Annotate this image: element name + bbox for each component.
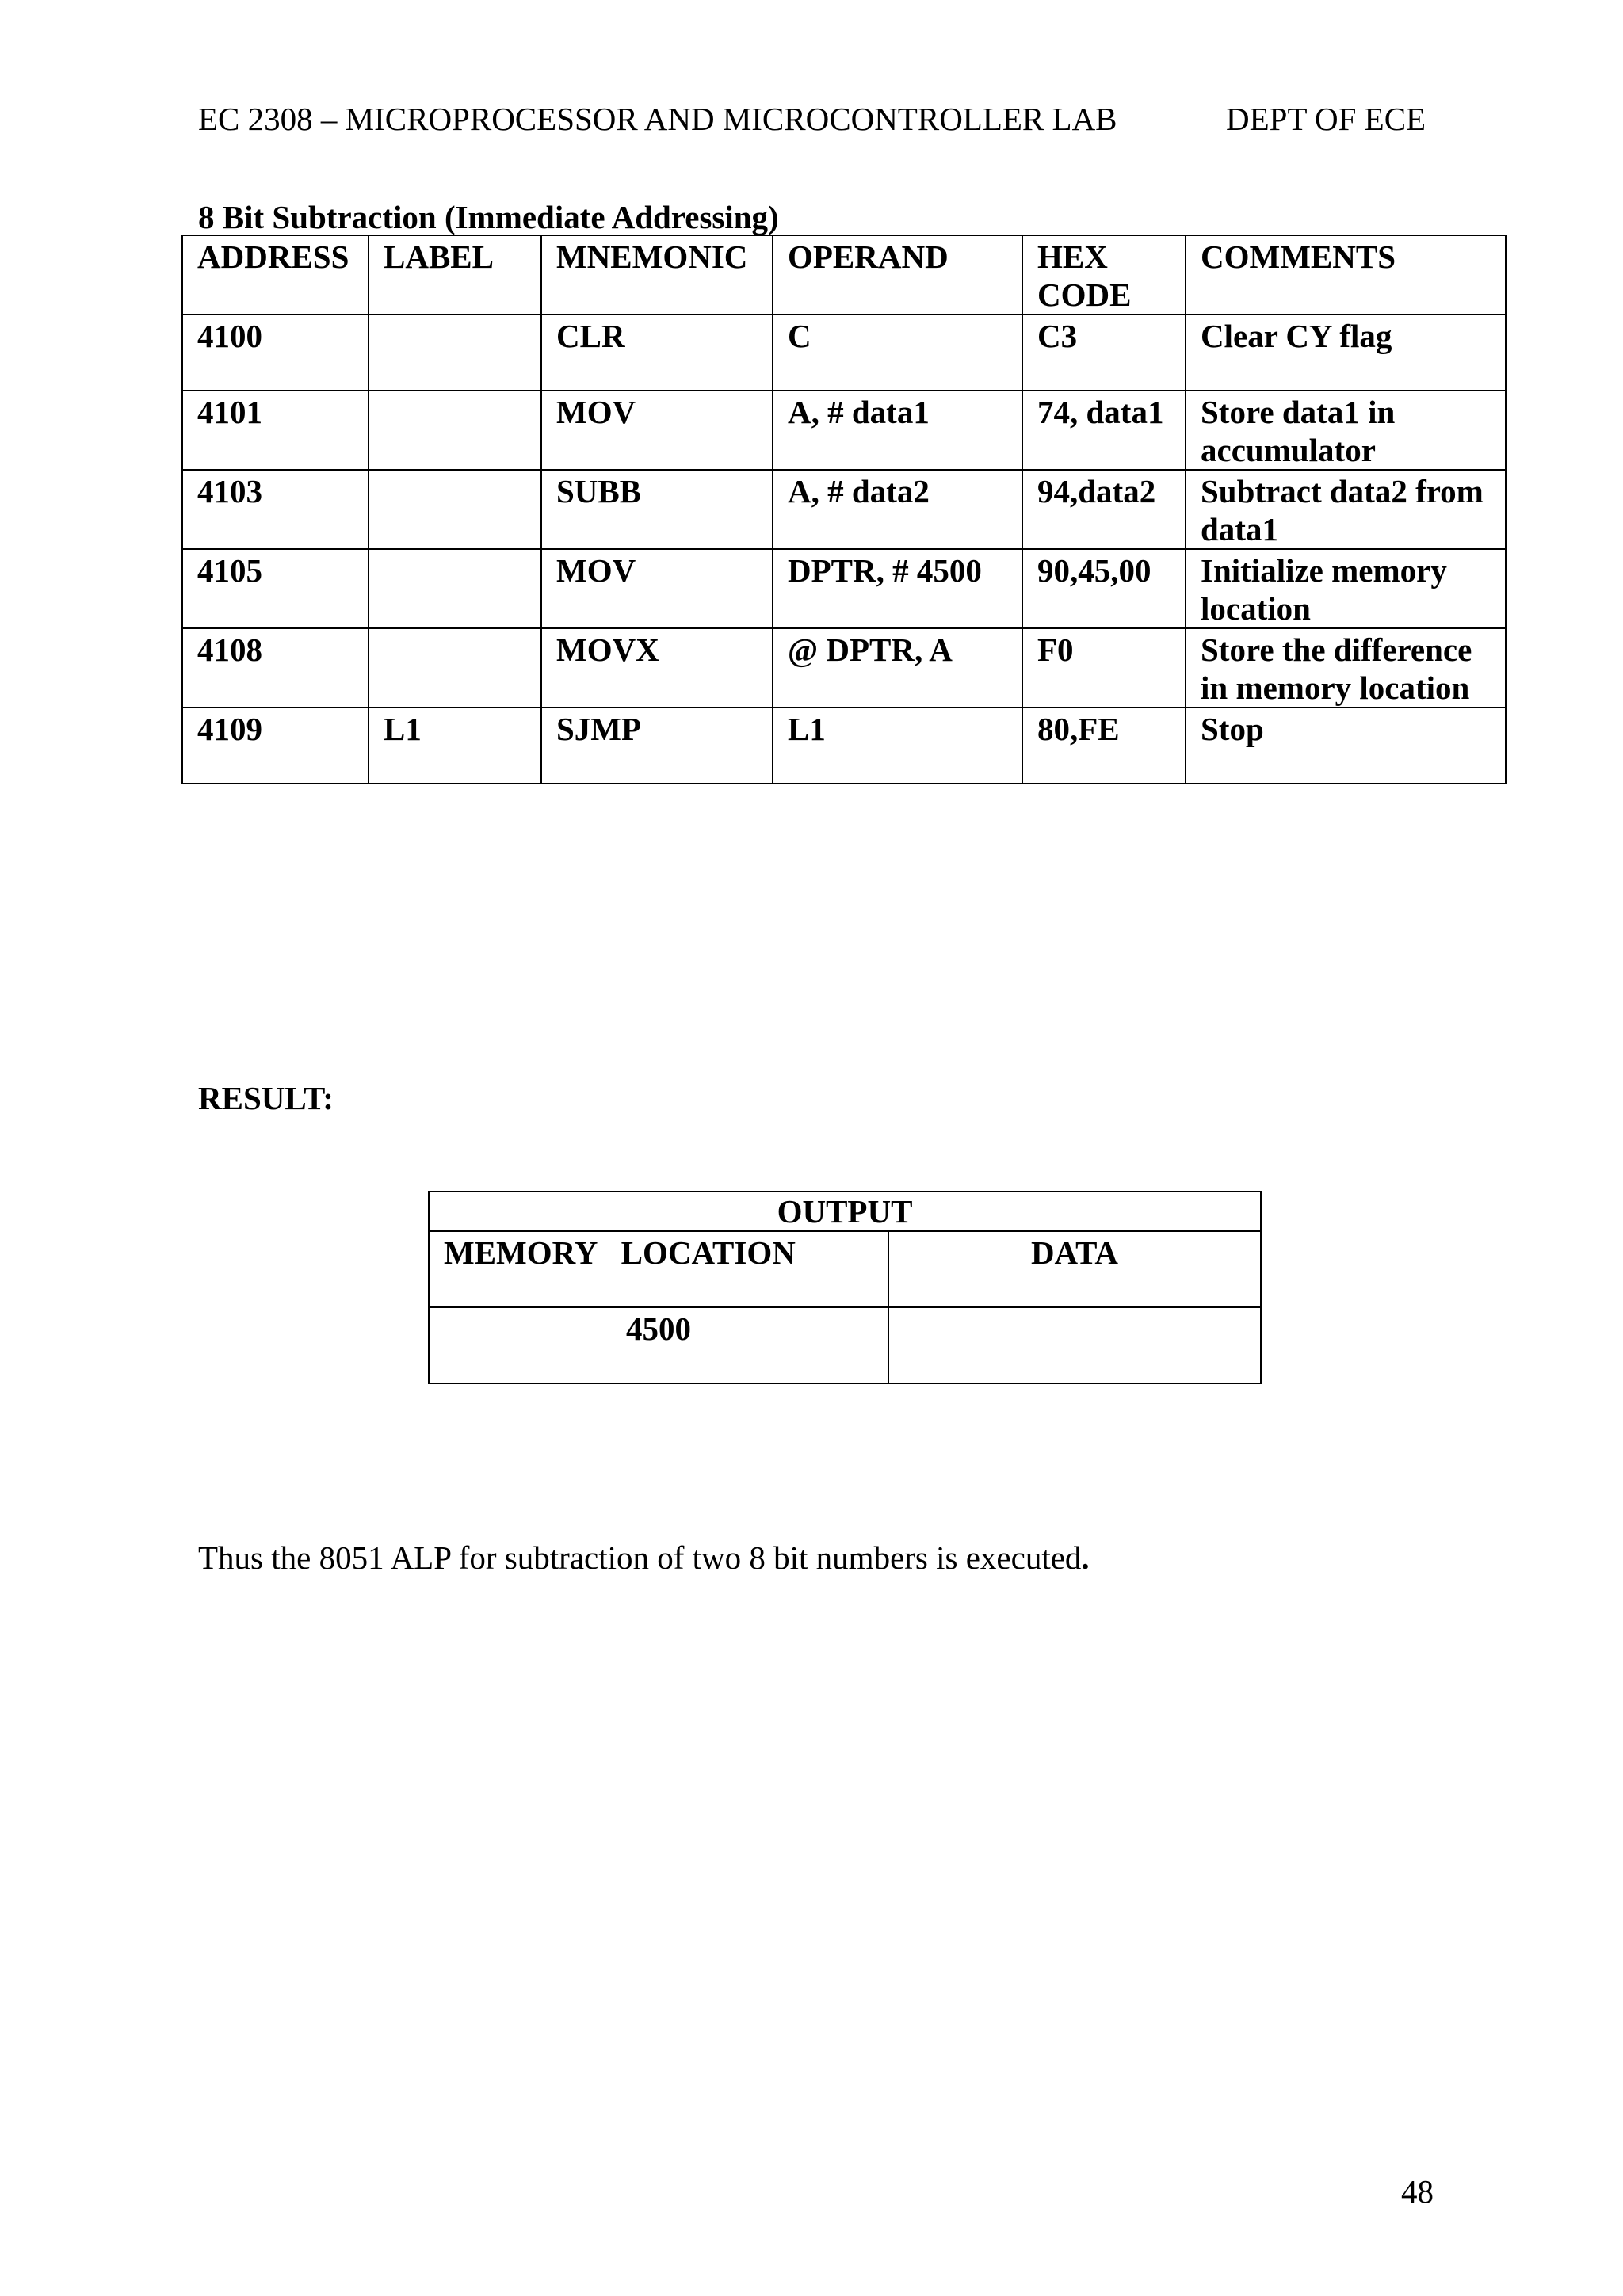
- label-cell: L1: [369, 707, 541, 784]
- memory-location-header: MEMORY LOCATION: [429, 1231, 888, 1307]
- comment-cell: Store data1 in accumulator: [1186, 391, 1506, 470]
- column-header-operand: OPERAND: [773, 235, 1022, 315]
- table-row: [182, 391, 1506, 470]
- comment-cell: Subtract data2 from data1: [1186, 470, 1506, 549]
- label-cell: [369, 549, 541, 628]
- program-table: [181, 235, 1507, 784]
- table-row: [182, 707, 1506, 784]
- output-table-title: OUTPUT: [429, 1192, 1261, 1231]
- mnemonic-cell: MOV: [541, 391, 773, 470]
- mnemonic-cell: SUBB: [541, 470, 773, 549]
- comment-cell: Store the difference in memory location: [1186, 628, 1506, 707]
- operand-cell: A, # data2: [773, 470, 1022, 549]
- operand-cell: DPTR, # 4500: [773, 549, 1022, 628]
- result-heading: RESULT:: [198, 1080, 334, 1116]
- column-header-comments: COMMENTS: [1186, 235, 1506, 315]
- hex-code-cell: F0: [1022, 628, 1186, 707]
- hex-code-cell: 90,45,00: [1022, 549, 1186, 628]
- mnemonic-cell: SJMP: [541, 707, 773, 784]
- output-table: [428, 1191, 1262, 1384]
- address-cell: 4105: [182, 549, 369, 628]
- section-title: 8 Bit Subtraction (Immediate Addressing): [198, 199, 779, 235]
- course-title: EC 2308 – MICROPROCESSOR AND MICROCONTROLLER LAB: [198, 101, 1117, 137]
- page-number: 48: [1401, 2173, 1434, 2210]
- conclusion-text: [198, 1537, 1090, 1578]
- label-cell: [369, 315, 541, 391]
- table-row: [182, 628, 1506, 707]
- data-header: DATA: [888, 1231, 1261, 1307]
- data-value: [888, 1307, 1261, 1383]
- hex-code-cell: C3: [1022, 315, 1186, 391]
- table-row: [429, 1307, 1261, 1383]
- conclusion-sentence: Thus the 8051 ALP for subtraction of two 8 bit numbers is executed: [198, 1539, 1082, 1576]
- operand-cell: @ DPTR, A: [773, 628, 1022, 707]
- mnemonic-cell: MOVX: [541, 628, 773, 707]
- column-header-hex-code: HEX CODE: [1022, 235, 1186, 315]
- address-cell: 4103: [182, 470, 369, 549]
- mnemonic-cell: MOV: [541, 549, 773, 628]
- address-cell: 4100: [182, 315, 369, 391]
- comment-cell: Stop: [1186, 707, 1506, 784]
- comment-cell: Clear CY flag: [1186, 315, 1506, 391]
- column-header-mnemonic: MNEMONIC: [541, 235, 773, 315]
- conclusion-period: .: [1081, 1539, 1090, 1576]
- hex-code-cell: 74, data1: [1022, 391, 1186, 470]
- address-cell: 4108: [182, 628, 369, 707]
- table-header-row: [182, 235, 1506, 315]
- table-row: [182, 549, 1506, 628]
- operand-cell: A, # data1: [773, 391, 1022, 470]
- hex-code-cell: 94,data2: [1022, 470, 1186, 549]
- memory-location-value: 4500: [429, 1307, 888, 1383]
- address-cell: 4109: [182, 707, 369, 784]
- operand-cell: C: [773, 315, 1022, 391]
- column-header-address: ADDRESS: [182, 235, 369, 315]
- address-cell: 4101: [182, 391, 369, 470]
- comment-cell: Initialize memory location: [1186, 549, 1506, 628]
- table-row: [182, 315, 1506, 391]
- mnemonic-cell: CLR: [541, 315, 773, 391]
- label-cell: [369, 470, 541, 549]
- operand-cell: L1: [773, 707, 1022, 784]
- column-header-label: LABEL: [369, 235, 541, 315]
- department-label: DEPT OF ECE: [1226, 101, 1426, 137]
- table-row: [182, 470, 1506, 549]
- hex-code-cell: 80,FE: [1022, 707, 1186, 784]
- label-cell: [369, 391, 541, 470]
- label-cell: [369, 628, 541, 707]
